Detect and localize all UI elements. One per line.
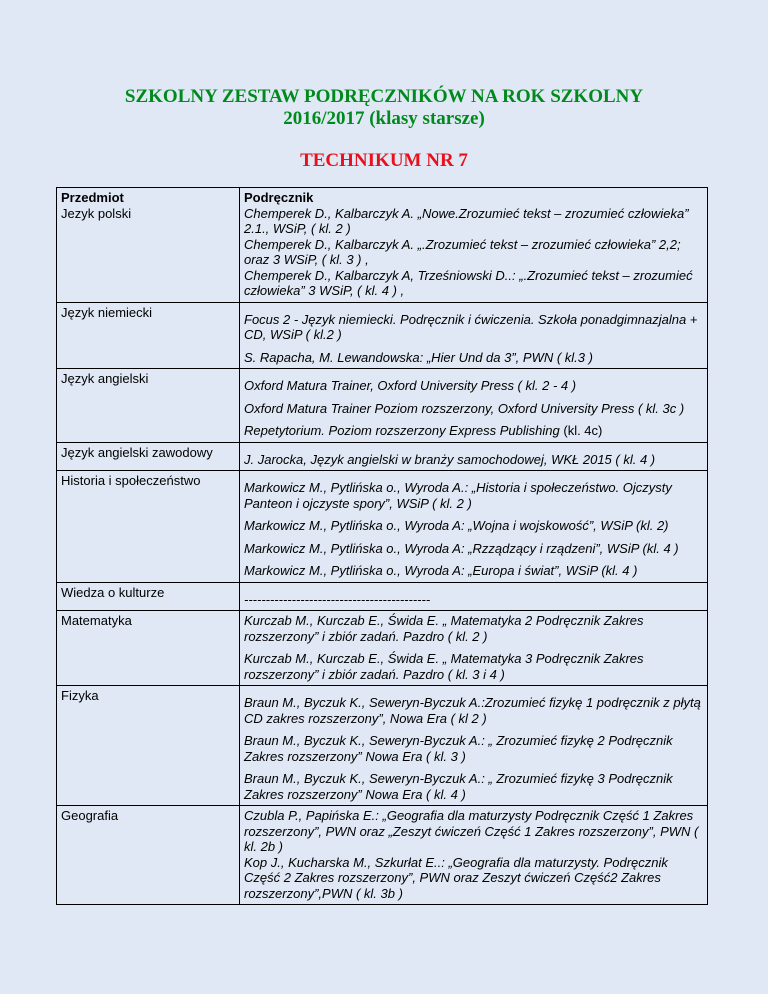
textbook-entry: ------------------------------------------- <box>244 591 431 607</box>
subject-cell: Fizyka <box>57 686 240 806</box>
subject-cell: Geografia <box>57 806 240 905</box>
subject-cell: Język angielski zawodowy <box>57 442 240 471</box>
textbook-entry: Chemperek D., Kalbarczyk A. „.Zrozumieć tekst – zrozumieć człowieka” 2,2; oraz 3 WSiP, ( kl. 3 ) , <box>244 236 681 267</box>
textbook-cell <box>240 188 708 303</box>
textbook-entry: Kurczab M., Kurczab E., Świda E. „ Matematyka 2 Podręcznik Zakres rozszerzony” i zbiór zadań. Pazdro ( kl. 2 ) <box>244 613 644 644</box>
table-row <box>57 686 708 806</box>
textbook-entry: Focus 2 - Język niemiecki. Podręcznik i ćwiczenia. Szkoła ponadgimnazjalna + CD, WSiP ( kl.2 ) <box>244 311 698 342</box>
document-title: SZKOLNY ZESTAW PODRĘCZNIKÓW NA ROK SZKOLNY <box>124 86 644 107</box>
textbook-entry: Chemperek D., Kalbarczyk A. „Nowe.Zrozumieć tekst – zrozumieć człowieka” 2.1., WSiP, ( kl. 2 ) <box>244 205 689 236</box>
textbook-entry: J. Jarocka, Język angielski w branży samochodowej, WKŁ 2015 ( kl. 4 ) <box>244 451 656 467</box>
textbook-cell <box>240 686 708 806</box>
textbook-entry: Kurczab M., Kurczab E., Świda E. „ Matematyka 3 Podręcznik Zakres rozszerzony” i zbiór zadań. Pazdro ( kl. 3 i 4 ) <box>244 651 644 682</box>
school-name: TECHNIKUM NR 7 <box>300 150 468 171</box>
table-row <box>57 582 708 611</box>
subject-cell: Język angielski <box>57 369 240 443</box>
textbook-entry-title: Repetytorium. Poziom rozszerzony Express Publishing <box>244 423 560 438</box>
textbook-entry: Braun M., Byczuk K., Seweryn-Byczuk A.:Zrozumieć fizykę 1 podręcznik z płytą CD zakres rozszerzony”, Nowa Era ( kl 2 ) <box>244 695 701 726</box>
textbook-cell <box>240 442 708 471</box>
table-row <box>57 471 708 583</box>
textbook-entry: Czubla P., Papińska E.: „Geografia dla maturzysty Podręcznik Część 1 Zakres rozszerzony”, PWN oraz „Zeszyt ćwiczeń Część 1 Zakres rozszerzony”, PWN ( kl. 2b ) <box>244 808 699 854</box>
table-row <box>57 442 708 471</box>
textbook-entry: Braun M., Byczuk K., Seweryn-Byczuk A.: „ Zrozumieć fizykę 3 Podręcznik Zakres rozszerzony” Nowa Era ( kl. 4 ) <box>244 771 673 802</box>
textbook-entry: Chemperek D., Kalbarczyk A, Trześniowski D..: „.Zrozumieć tekst – zrozumieć człowieka” 3 WSiP, ( kl. 4 ) , <box>244 267 693 298</box>
textbook-entry: Kop J., Kucharska M., Szkurłat E..: „Geografia dla maturzysty. Podręcznik Część 2 Zakres rozszerzony”, PWN oraz Zeszyt ćwiczeń Część2 Zakres rozszerzony”,PWN ( kl. 3b ) <box>244 854 668 901</box>
document-subtitle: 2016/2017 (klasy starsze) <box>283 108 485 129</box>
textbook-entry: Markowicz M., Pytlińska o., Wyroda A: „Rzządzący i rządzeni”, WSiP (kl. 4 ) <box>244 540 679 556</box>
textbook-table <box>56 187 708 905</box>
textbook-cell <box>240 611 708 686</box>
textbook-entry <box>244 423 703 439</box>
subject-cell: Matematyka <box>57 611 240 686</box>
subject-cell <box>57 188 240 303</box>
subject-cell: Wiedza o kulturze <box>57 582 240 611</box>
table-row <box>57 188 708 303</box>
subject-cell: Historia i społeczeństwo <box>57 471 240 583</box>
textbook-cell <box>240 302 708 369</box>
subject-label: Jezyk polski <box>61 205 132 221</box>
textbook-entry-class: (kl. 4c) <box>559 423 603 438</box>
textbook-cell <box>240 369 708 443</box>
textbook-entry: Markowicz M., Pytlińska o., Wyroda A.: „Historia i społeczeństwo. Ojczysty Panteon i ojczyste spory”, WSiP ( kl. 2 ) <box>244 480 672 511</box>
textbook-entry: Markowicz M., Pytlińska o., Wyroda A: „Europa i świat”, WSiP (kl. 4 ) <box>244 563 638 578</box>
textbook-cell <box>240 806 708 905</box>
column-header-subject: Przedmiot <box>61 190 124 205</box>
subject-cell: Język niemiecki <box>57 302 240 369</box>
column-header-book: Podręcznik <box>244 190 314 205</box>
textbook-cell <box>240 471 708 583</box>
table-row <box>57 302 708 369</box>
table-row <box>57 369 708 443</box>
textbook-entry: Braun M., Byczuk K., Seweryn-Byczuk A.: „ Zrozumieć fizykę 2 Podręcznik Zakres rozszerzony” Nowa Era ( kl. 3 ) <box>244 733 673 764</box>
textbook-entry: Oxford Matura Trainer Poziom rozszerzony, Oxford University Press ( kl. 3c ) <box>244 400 685 416</box>
textbook-entry: S. Rapacha, M. Lewandowska: „Hier Und da 3”, PWN ( kl.3 ) <box>244 349 593 365</box>
table-row <box>57 611 708 686</box>
textbook-cell <box>240 582 708 611</box>
textbook-entry: Oxford Matura Trainer, Oxford University Press ( kl. 2 - 4 ) <box>244 378 577 393</box>
textbook-entry: Markowicz M., Pytlińska o., Wyroda A: „Wojna i wojskowość”, WSiP (kl. 2) <box>244 518 669 533</box>
table-row <box>57 806 708 905</box>
